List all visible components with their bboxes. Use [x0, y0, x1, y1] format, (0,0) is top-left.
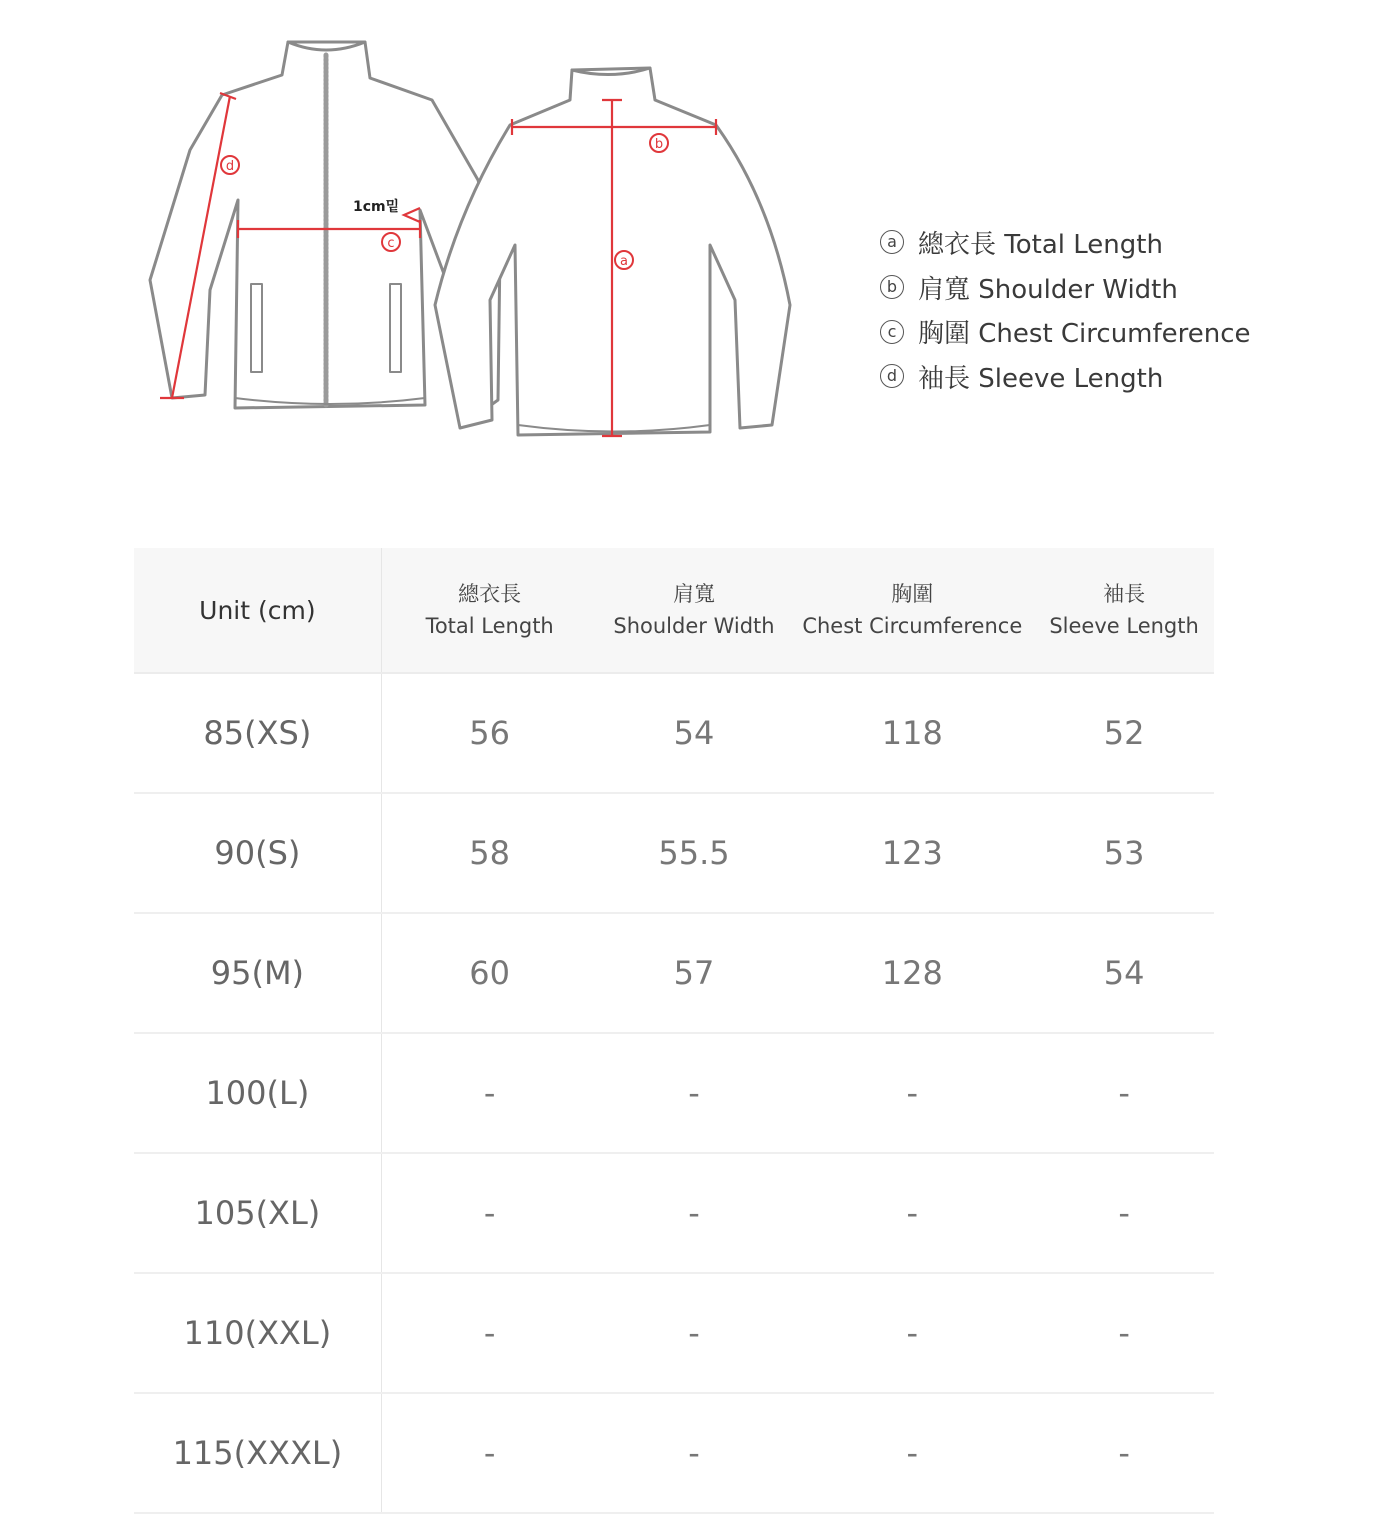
- header-en: Sleeve Length: [1049, 614, 1199, 638]
- chest-cell: 123: [881, 834, 943, 872]
- jacket-illustration: [0, 0, 860, 480]
- size-cell: 95(M): [134, 914, 382, 1032]
- shoulder-width-cell: -: [688, 1314, 700, 1352]
- legend-label: 總衣長 Total Length: [918, 229, 1163, 260]
- legend-item: [880, 265, 1251, 310]
- chest-cell: 118: [881, 714, 943, 752]
- table-row: [134, 1394, 1214, 1514]
- sleeve-length-cell: 53: [1103, 834, 1145, 872]
- header-chest-circumference: [790, 548, 1034, 672]
- shoulder-width-cell: -: [688, 1074, 700, 1112]
- shoulder-width-cell: 55.5: [658, 834, 730, 872]
- size-table: [134, 548, 1214, 1514]
- marker-d: d: [225, 159, 235, 174]
- shoulder-width-cell: -: [688, 1434, 700, 1472]
- table-row: [134, 914, 1214, 1034]
- sleeve-length-cell: 52: [1103, 714, 1145, 752]
- legend-item: [880, 354, 1251, 399]
- header-sleeve-length: [1034, 548, 1214, 672]
- size-cell: 100(L): [134, 1034, 382, 1152]
- table-row: [134, 1034, 1214, 1154]
- total-length-cell: 60: [469, 954, 511, 992]
- legend-label: 胸圍 Chest Circumference: [918, 319, 1251, 350]
- shoulder-width-cell: -: [688, 1194, 700, 1232]
- size-cell: 90(S): [134, 794, 382, 912]
- table-header: [134, 548, 1214, 674]
- table-row: [134, 674, 1214, 794]
- sleeve-length-cell: -: [1118, 1194, 1130, 1232]
- header-zh: 胸圍: [891, 582, 934, 606]
- header-en: Shoulder Width: [613, 614, 775, 638]
- callout-note: 1cm밑: [353, 199, 400, 215]
- table-row: [134, 794, 1214, 914]
- size-cell: 110(XXL): [134, 1274, 382, 1392]
- sleeve-length-cell: 54: [1103, 954, 1145, 992]
- header-en: Total Length: [425, 614, 554, 638]
- legend-item: [880, 309, 1251, 354]
- header-zh: 總衣長: [458, 582, 522, 606]
- size-cell: 115(XXXL): [134, 1394, 382, 1512]
- total-length-cell: 56: [469, 714, 511, 752]
- size-cell: 105(XL): [134, 1154, 382, 1272]
- shoulder-width-cell: 54: [673, 714, 715, 752]
- marker-c: c: [387, 236, 395, 251]
- sleeve-length-cell: -: [1118, 1434, 1130, 1472]
- size-cell: 85(XS): [134, 674, 382, 792]
- sleeve-length-cell: -: [1118, 1074, 1130, 1112]
- header-total-length: [382, 548, 598, 672]
- header-shoulder-width: [598, 548, 791, 672]
- header-zh: 袖長: [1103, 582, 1146, 606]
- header-zh: 肩寬: [672, 582, 715, 606]
- legend-item: [880, 220, 1251, 265]
- total-length-cell: -: [483, 1194, 496, 1232]
- chest-cell: -: [906, 1074, 919, 1112]
- shoulder-width-cell: 57: [673, 954, 715, 992]
- legend-badge: b: [880, 275, 904, 299]
- marker-a: a: [620, 254, 628, 269]
- measurement-legend: [880, 220, 1251, 399]
- legend-badge: c: [880, 320, 904, 344]
- total-length-cell: 58: [469, 834, 511, 872]
- legend-label: 袖長 Sleeve Length: [918, 363, 1164, 394]
- legend-badge: a: [880, 230, 904, 254]
- total-length-cell: -: [483, 1314, 496, 1352]
- size-diagram: [0, 0, 1389, 480]
- table-row: [134, 1154, 1214, 1274]
- unit-header: Unit (cm): [134, 548, 382, 672]
- total-length-cell: -: [483, 1434, 496, 1472]
- chest-cell: -: [906, 1314, 919, 1352]
- chest-cell: -: [906, 1434, 919, 1472]
- total-length-cell: -: [483, 1074, 496, 1112]
- sleeve-length-cell: -: [1118, 1314, 1130, 1352]
- table-row: [134, 1274, 1214, 1394]
- chest-cell: -: [906, 1194, 919, 1232]
- marker-b: b: [654, 137, 664, 152]
- chest-cell: 128: [881, 954, 943, 992]
- header-en: Chest Circumference: [802, 614, 1023, 638]
- legend-label: 肩寬 Shoulder Width: [918, 274, 1178, 305]
- legend-badge: d: [880, 364, 904, 388]
